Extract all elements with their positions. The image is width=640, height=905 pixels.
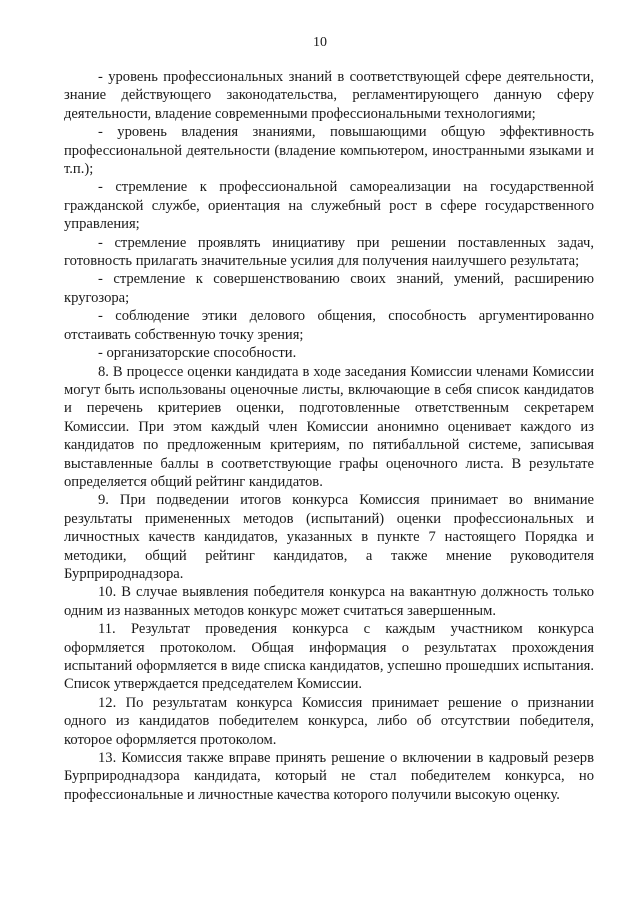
- criterion-self-improvement: - стремление к совершенствованию своих знаний, умений, расширению кругозора;: [64, 271, 594, 306]
- criterion-self-realization: - стремление к профессиональной самореализации на государственной гражданской службе, ориентация на служебный рост в сфере государственного управления;: [64, 179, 594, 233]
- criterion-knowledge-efficiency: - уровень владения знаниями, повышающими общую эффективность профессиональной деятельности (владение компьютером, иностранными языками и т.п.);: [64, 124, 594, 178]
- clause-8: 8. В процессе оценки кандидата в ходе заседания Комиссии членами Комиссии могут быть использованы оценочные листы, включающие в себя список кандидатов и перечень критериев оценки, подготовленные ответственным секретарем Комиссии. При этом каждый член Комиссии анонимно оценивает каждого из кандидатов по предложенным критериям, по пятибалльной системе, записывая выставленные баллы в соответствующие графы оценочного листа. В результате определяется общий рейтинг кандидатов.: [64, 363, 594, 490]
- clause-9: 9. При подведении итогов конкурса Комиссия принимает во внимание результаты примененных методов (испытаний) оценки профессиональных и личностных качеств кандидатов, указанных в пункте 7 настоящего Порядка и методики, общий рейтинг кандидатов, а также мнение руководителя Бурприроднадзора.: [64, 492, 594, 582]
- criterion-initiative: - стремление проявлять инициативу при решении поставленных задач, готовность прилагать значительные усилия для получения наилучшего результата;: [64, 234, 594, 270]
- criterion-professional-knowledge: - уровень профессиональных знаний в соответствующей сфере деятельности, знание действующего законодательства, регламентирующего данную сферу деятельности, владение современными профессиональными технологиями;: [64, 69, 594, 122]
- clause-11: 11. Результат проведения конкурса с каждым участником конкурса оформляется протоколом. Общая информация о результатах прохождения испытаний оформляется в виде списка кандидатов, успешно прошедших испытания. Список утверждается председателем Комиссии.: [64, 621, 594, 693]
- clause-12: 12. По результатам конкурса Комиссия принимает решение о признании одного из кандидатов победителем конкурса, либо об отсутствии победителя, которое оформляется протоколом.: [64, 694, 594, 748]
- clause-13: 13. Комиссия также вправе принять решение о включении в кадровый резерв Бурприроднадзора кандидата, который не стал победителем конкурса, но профессиональные и личностные качества которого получили высокую оценку.: [64, 750, 594, 803]
- criterion-organizational-skills: - организаторские способности.: [98, 345, 297, 362]
- criterion-business-ethics: - соблюдение этики делового общения, способность аргументированно отстаивать собственную точку зрения;: [64, 308, 594, 343]
- clause-10: 10. В случае выявления победителя конкурса на вакантную должность только одним из названных методов конкурс может считаться завершенным.: [64, 584, 594, 619]
- page-number: 10: [313, 35, 327, 50]
- document-body: [64, 68, 594, 804]
